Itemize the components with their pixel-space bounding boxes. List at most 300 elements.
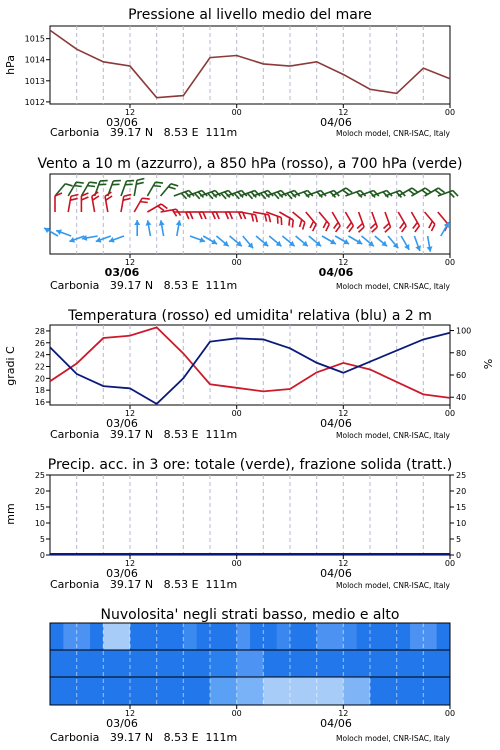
wind-barb-feather [402, 226, 407, 232]
y-tick-label: 0 [39, 551, 45, 560]
cloud-cell [103, 650, 117, 677]
wind-barb-feather [106, 196, 112, 200]
wind-barb-feather [153, 186, 161, 187]
wind-barb [441, 222, 449, 236]
wind-barb-feather [199, 212, 202, 219]
wind-barb-feather [70, 198, 77, 200]
y-tick-label: 40 [456, 393, 467, 403]
cloud-cell [143, 623, 157, 650]
cloud-cell [290, 677, 304, 705]
temp-ylabel: gradi C [4, 346, 17, 386]
cloud-cell [370, 677, 384, 705]
wind-barb [134, 220, 140, 236]
cloud-cell [197, 677, 211, 705]
date-label: 03/06 [106, 717, 138, 730]
wind-barb [401, 236, 409, 250]
cloud-cell [157, 623, 171, 650]
pressure-y-ticks [25, 35, 50, 107]
cloud-cell [117, 650, 131, 677]
wind-barb [230, 236, 242, 246]
cloud-cell [183, 623, 197, 650]
cloud-cell [410, 623, 424, 650]
precip-y-ticks-right [450, 471, 466, 560]
y-tick-label: 22 [34, 362, 45, 372]
cloud-cell [197, 623, 211, 650]
cloud-cell [130, 650, 144, 677]
wind-barb-feather [136, 182, 143, 184]
y-tick-label: 28 [34, 326, 45, 336]
wind-model-credit: Moloch model, CNR-ISAC, Italy [336, 282, 450, 291]
cloud-cell [50, 677, 64, 705]
wind-barb-feather [292, 220, 293, 228]
wind-barb [161, 184, 179, 196]
humidity-y-ticks [450, 327, 471, 403]
wind-title: Vento a 10 m (azzurro), a 850 hPa (rosso), a 700 hPa (verde) [37, 156, 463, 172]
x-tick-label: 12 [124, 108, 136, 117]
wind-barb [176, 220, 182, 236]
wind-barb-feather [349, 226, 354, 232]
wind-barb-feather [142, 198, 150, 199]
wind-barb-feather [195, 193, 200, 199]
cloud-cell [170, 650, 184, 677]
wind-barb-feather [334, 222, 339, 228]
cloud-cell [383, 650, 397, 677]
y-tick-label: 10 [456, 519, 467, 528]
cloud-cell [437, 623, 451, 650]
wind-barb-feather [137, 179, 144, 181]
cloud-cell [143, 677, 157, 705]
wind-barb-feather [323, 221, 326, 228]
cloud-cell [357, 677, 371, 705]
cloud-cell [423, 650, 437, 677]
wind-barb [309, 236, 321, 246]
wind-barb [427, 236, 433, 252]
wind-barb [159, 220, 165, 236]
cloud-cell [223, 650, 237, 677]
y-tick-label: 25 [456, 471, 467, 480]
wind-barb [109, 236, 124, 243]
wind-barb-feather [326, 224, 329, 231]
cloud-cell [210, 677, 224, 705]
wind-barb-shaft [425, 212, 435, 224]
wind-barb [146, 220, 152, 236]
cloud-cell [317, 623, 331, 650]
pressure-grid [77, 26, 424, 104]
wind-barb-feather [203, 212, 206, 219]
date-label: 04/06 [320, 567, 352, 580]
wind-barb-feather [289, 218, 290, 226]
x-tick-label: 12 [338, 559, 349, 568]
y-tick-label: 1012 [24, 97, 45, 107]
x-tick-label: 12 [338, 409, 349, 418]
wind-barb-feather [225, 212, 228, 219]
wind-barb-feather [168, 187, 175, 189]
cloud-cell [130, 623, 144, 650]
cloud-cell [383, 623, 397, 650]
cloud-cell [330, 623, 344, 650]
cloud-cell [397, 677, 411, 705]
cloud-cell [63, 650, 77, 677]
wind-barb [256, 236, 268, 246]
y-tick-label: 20 [34, 487, 45, 496]
cloud-cell [343, 623, 357, 650]
wind-x-ticks [105, 254, 455, 279]
wind-barb [243, 236, 253, 248]
wind-barb [293, 212, 305, 230]
cloud-cell [303, 677, 317, 705]
date-label: 03/06 [106, 567, 138, 580]
cloud-cell [277, 623, 291, 650]
wind-panel [37, 156, 462, 292]
x-tick-label: 12 [338, 258, 349, 267]
wind-barb-feather [310, 221, 313, 228]
wind-barb-feather [229, 212, 232, 219]
wind-barb-shaft [161, 184, 171, 196]
wind-barb-feather [359, 227, 365, 232]
wind-barb-feather [181, 193, 186, 199]
wind-barb-feather [190, 212, 193, 219]
wind-barb-shaft [134, 180, 137, 196]
cloud-cell [117, 623, 131, 650]
cloud-cell [50, 623, 64, 650]
wind-barb-shaft [68, 196, 71, 212]
x-tick-label: 12 [124, 709, 136, 718]
wind-barb [56, 229, 71, 236]
precip-ylabel: mm [4, 503, 17, 525]
cloud-location: Carbonia 39.17 N 8.53 E 111m [50, 731, 238, 744]
wind-barb [296, 236, 308, 246]
cloud-cell [103, 677, 117, 705]
wind-barb [147, 182, 163, 196]
pressure-model-credit: Moloch model, CNR-ISAC, Italy [336, 129, 450, 138]
wind-barb [319, 212, 329, 231]
y-tick-label: 0 [456, 551, 462, 560]
pressure-series-line [50, 30, 450, 97]
wind-barb-feather [171, 184, 178, 186]
cloud-cell [157, 677, 171, 705]
wind-barb-feather [269, 215, 271, 222]
wind-barb-feather [336, 226, 341, 232]
wind-barb [398, 212, 406, 232]
cloud-cell [303, 623, 317, 650]
wind-barb-feather [400, 222, 405, 228]
wind-barb [425, 212, 435, 231]
precip-model-credit: Moloch model, CNR-ISAC, Italy [336, 581, 450, 590]
y-tick-label: 5 [39, 535, 45, 544]
temp-humidity-panel [4, 308, 495, 441]
y-tick-label: 1013 [24, 76, 45, 86]
wind-barb-feather [87, 186, 95, 187]
cloud-cell [250, 677, 264, 705]
cloud-cell [103, 623, 117, 650]
cloud-cell [77, 677, 91, 705]
wind-barb [190, 236, 205, 243]
y-tick-label: 20 [456, 487, 467, 496]
wind-barb [68, 182, 84, 196]
temp-x-ticks [106, 405, 455, 430]
cloud-cell [383, 677, 397, 705]
cloud-cell [183, 677, 197, 705]
cloud-cell [90, 677, 104, 705]
cloud-title: Nuvolosita' negli strati basso, medio e alto [100, 607, 400, 623]
cloud-panel [50, 607, 455, 744]
wind-barb [375, 236, 387, 246]
wind-barb [384, 212, 391, 232]
wind-barb-feather [256, 215, 258, 222]
cloud-cell [263, 677, 277, 705]
cloud-model-credit: Moloch model, CNR-ISAC, Italy [336, 734, 450, 743]
y-tick-label: 80 [456, 348, 467, 358]
cloud-cell [223, 623, 237, 650]
wind-barb-feather [161, 204, 167, 209]
wind-barb-feather [158, 206, 164, 211]
cloud-cell [77, 623, 91, 650]
cloud-cell [410, 650, 424, 677]
temp-y-ticks [35, 327, 50, 407]
pressure-panel [4, 7, 455, 139]
wind-barb [362, 236, 374, 246]
pressure-location: Carbonia 39.17 N 8.53 E 111m [50, 126, 238, 139]
wind-barb-feather [252, 214, 254, 221]
wind-barb [438, 212, 448, 231]
wind-barbs [44, 179, 458, 252]
temp-location: Carbonia 39.17 N 8.53 E 111m [50, 428, 238, 441]
wind-barb-feather [274, 193, 279, 199]
cloud-cell [357, 623, 371, 650]
cloud-cell [250, 623, 264, 650]
wind-barb [322, 236, 336, 244]
wind-barb-feather [140, 202, 148, 203]
precip-panel [4, 457, 466, 591]
wind-barb-feather [357, 223, 363, 228]
wind-barb-feather [265, 214, 267, 221]
wind-barb [96, 236, 111, 243]
wind-barb-shaft [121, 181, 126, 196]
wind-barb-feather [212, 212, 215, 219]
wind-barb-feather [89, 182, 97, 183]
pressure-ylabel: hPa [4, 55, 17, 75]
cloud-cell [170, 623, 184, 650]
cloud-cell [50, 650, 64, 677]
wind-barb-feather [71, 195, 78, 197]
wind-barb-feather [93, 196, 99, 200]
cloud-cell [290, 650, 304, 677]
wind-barb-shaft [306, 212, 316, 224]
date-label: 04/06 [318, 266, 354, 279]
cloud-heatmap [50, 623, 451, 705]
cloud-cell [197, 650, 211, 677]
wind-barb-feather [347, 222, 352, 228]
cloud-cell [223, 677, 237, 705]
wind-barb-feather [429, 221, 432, 228]
wind-barb-shaft [147, 182, 155, 196]
cloud-cell [357, 650, 371, 677]
cloud-cell [330, 677, 344, 705]
wind-barb [414, 236, 421, 251]
precip-y-ticks [35, 471, 50, 560]
wind-barb-feather [438, 188, 444, 193]
cloud-cell [263, 650, 277, 677]
temp-title: Temperatura (rosso) ed umidita' relativa (blu) a 2 m [68, 308, 432, 324]
y-tick-label: 100 [456, 326, 472, 336]
wind-barb [282, 236, 294, 246]
wind-barb-feather [372, 227, 378, 232]
cloud-cell [277, 650, 291, 677]
cloud-cell [397, 623, 411, 650]
wind-barb [216, 236, 228, 246]
date-label: 04/06 [320, 717, 352, 730]
wind-barb-feather [300, 220, 302, 227]
wind-barb-feather [370, 223, 376, 228]
cloud-cell [63, 677, 77, 705]
precip-x-ticks [106, 555, 455, 580]
wind-barb-shaft [438, 212, 448, 224]
cloud-cell [210, 650, 224, 677]
y-tick-label: 25 [34, 471, 45, 480]
wind-barb-feather [76, 182, 84, 183]
x-tick-label: 00 [231, 108, 242, 117]
cloud-cell [317, 677, 331, 705]
x-tick-label: 12 [124, 409, 136, 418]
y-tick-label: 26 [34, 338, 45, 348]
cloud-cell [277, 677, 291, 705]
x-tick-label: 00 [444, 559, 456, 568]
wind-barb [134, 179, 144, 196]
cloud-cell [370, 623, 384, 650]
cloud-cell [370, 650, 384, 677]
cloud-cell [343, 650, 357, 677]
cloud-cell [303, 650, 317, 677]
date-label: 03/06 [106, 417, 138, 430]
cloud-cell [410, 677, 424, 705]
humidity-series-line [50, 333, 450, 404]
wind-barb [134, 198, 150, 212]
wind-barb [55, 193, 62, 212]
y-tick-label: 15 [34, 503, 45, 512]
wind-barb-head [134, 220, 140, 225]
wind-barb [335, 236, 349, 244]
x-tick-label: 00 [231, 709, 242, 718]
cloud-cell [423, 677, 437, 705]
x-tick-label: 00 [231, 559, 242, 568]
cloud-cell [157, 650, 171, 677]
wind-barb-feather [155, 182, 163, 183]
x-tick-label: 00 [444, 709, 456, 718]
wind-barb-feather [313, 224, 316, 231]
wind-barb-feather [303, 222, 305, 229]
cloud-cell [237, 677, 251, 705]
cloud-cell [437, 677, 451, 705]
wind-barb [357, 212, 364, 232]
wind-barb-shaft [293, 212, 305, 222]
wind-barb-feather [123, 198, 130, 200]
cloud-cell [397, 650, 411, 677]
cloud-cell [343, 677, 357, 705]
wind-barb-feather [186, 212, 189, 219]
cloud-x-ticks [106, 705, 455, 730]
cloud-cell [290, 623, 304, 650]
wind-barb [269, 236, 281, 246]
precip-title: Precip. acc. in 3 ore: totale (verde), frazione solida (tratt.) [47, 457, 453, 473]
temp-model-credit: Moloch model, CNR-ISAC, Italy [336, 431, 450, 440]
wind-barb-feather [431, 224, 434, 231]
cloud-cell [117, 677, 131, 705]
y-tick-label: 1014 [24, 55, 45, 65]
x-tick-label: 00 [444, 108, 456, 117]
cloud-cell [170, 677, 184, 705]
cloud-cell [90, 623, 104, 650]
y-tick-label: 10 [34, 519, 45, 528]
wind-barb [348, 236, 362, 244]
cloud-cell [237, 623, 251, 650]
cloud-cell [263, 623, 277, 650]
wind-barb-feather [81, 197, 88, 200]
cloud-cell [77, 650, 91, 677]
precip-location: Carbonia 39.17 N 8.53 E 111m [50, 578, 238, 591]
y-tick-label: 1015 [24, 34, 45, 44]
y-tick-label: 20 [34, 374, 45, 384]
date-label: 03/06 [104, 266, 140, 279]
cloud-cell [250, 650, 264, 677]
cloud-cell [63, 623, 77, 650]
y-tick-label: 16 [34, 398, 45, 408]
x-tick-label: 12 [124, 559, 136, 568]
wind-barb [370, 212, 377, 232]
temp-grid [77, 325, 424, 405]
wind-barb [306, 212, 316, 231]
y-tick-label: 18 [34, 386, 45, 396]
cloud-cell [130, 677, 144, 705]
wind-barb-feather [247, 193, 252, 199]
wind-barb [44, 228, 58, 236]
wind-barb-feather [65, 184, 72, 186]
wind-barb-feather [413, 222, 418, 228]
wind-barb-feather [216, 212, 219, 219]
wind-barb-feather [384, 223, 390, 228]
wind-barb-feather [172, 210, 176, 216]
pressure-title: Pressione al livello medio del mare [128, 7, 372, 23]
wind-barb-feather [435, 190, 441, 195]
cloud-cell [143, 650, 157, 677]
humidity-ylabel: % [482, 358, 495, 370]
x-tick-label: 12 [124, 258, 136, 267]
precip-grid [77, 475, 424, 555]
cloud-cell [210, 623, 224, 650]
cloud-cell [330, 650, 344, 677]
wind-barb-shaft [121, 196, 124, 212]
x-tick-label: 00 [444, 258, 456, 267]
x-tick-label: 12 [338, 709, 349, 718]
wind-barb-shaft [319, 212, 329, 224]
wind-barb-feather [74, 186, 82, 187]
wind-barb [81, 193, 88, 212]
wind-barb-feather [415, 226, 420, 232]
y-tick-label: 5 [456, 535, 462, 544]
y-tick-label: 15 [456, 503, 467, 512]
wind-barb [411, 212, 419, 232]
cloud-cell [437, 650, 451, 677]
cloud-cell [423, 623, 437, 650]
y-tick-label: 60 [456, 371, 467, 380]
wind-barb [121, 181, 134, 196]
wind-barb-feather [385, 227, 391, 232]
wind-barb-shaft [134, 198, 142, 212]
wind-barb [332, 212, 340, 232]
wind-location: Carbonia 39.17 N 8.53 E 111m [50, 279, 238, 292]
x-tick-label: 00 [231, 258, 242, 267]
x-tick-label: 12 [338, 108, 349, 117]
date-label: 04/06 [320, 116, 352, 129]
